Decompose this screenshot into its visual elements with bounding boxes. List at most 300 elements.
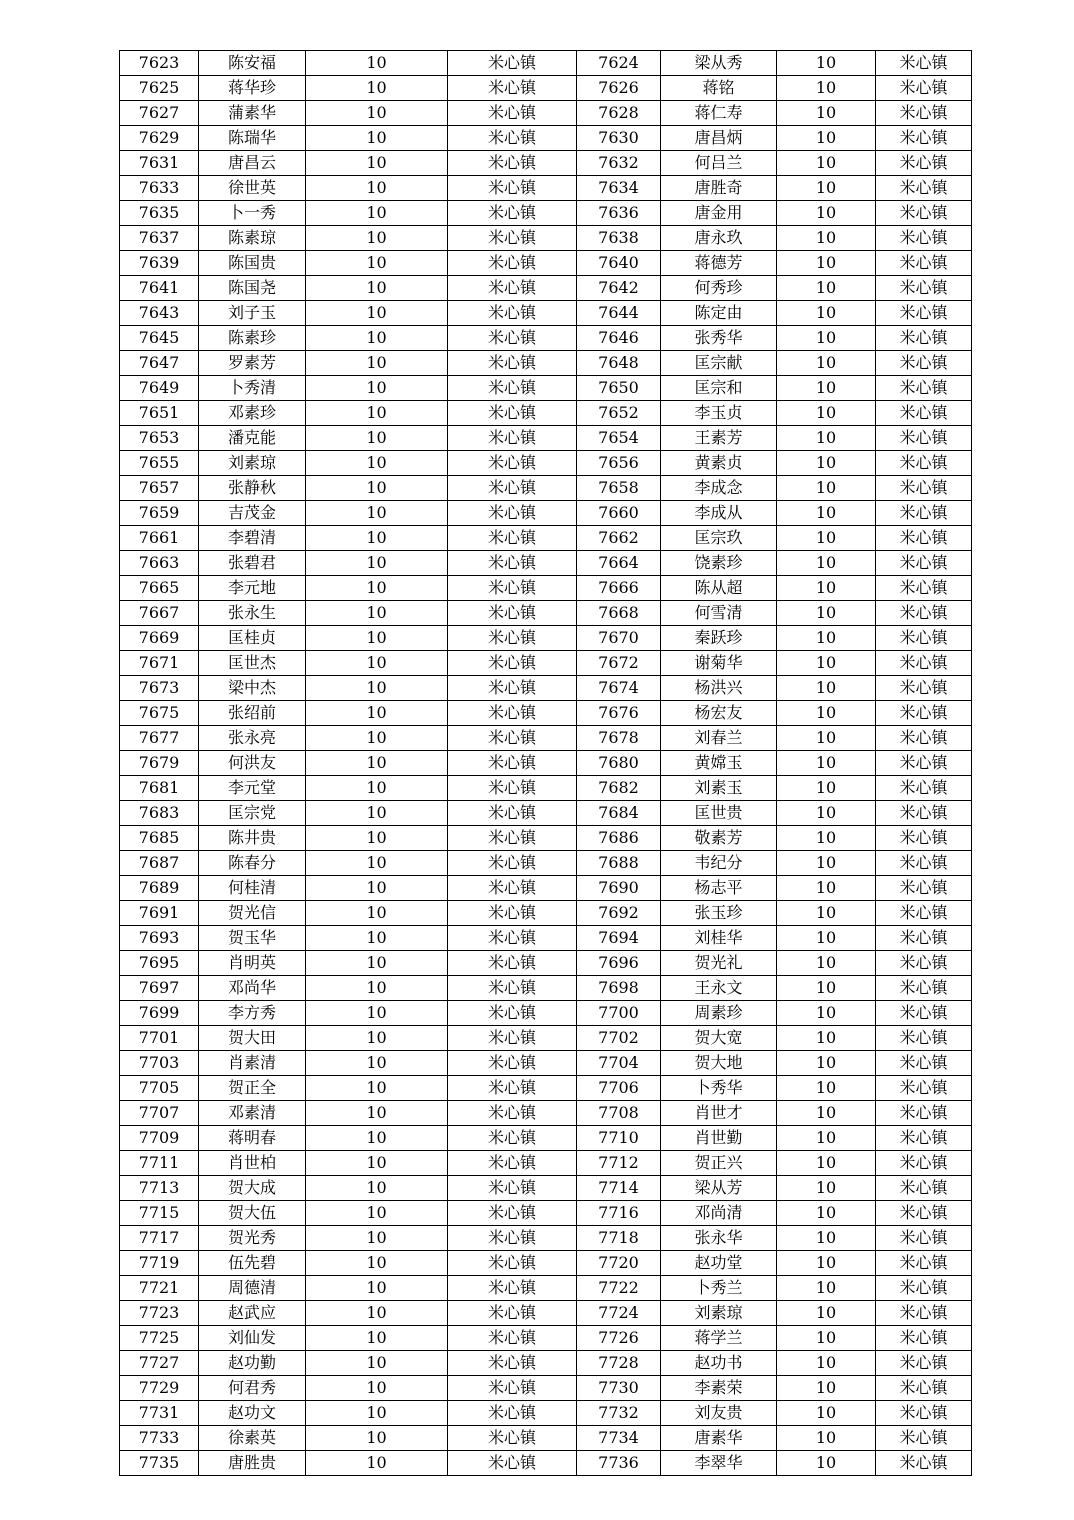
right-id-cell: 7650 [577, 376, 661, 401]
right-town-cell: 米心镇 [876, 1001, 972, 1026]
table-row [120, 576, 972, 601]
left-amount-cell: 10 [306, 326, 448, 351]
left-town-cell: 米心镇 [448, 101, 577, 126]
left-amount-cell: 10 [306, 876, 448, 901]
right-id-cell: 7712 [577, 1151, 661, 1176]
right-amount-cell: 10 [777, 476, 876, 501]
right-id-cell: 7672 [577, 651, 661, 676]
right-name-cell: 唐素华 [661, 1426, 777, 1451]
right-name-cell: 韦纪分 [661, 851, 777, 876]
right-town-cell: 米心镇 [876, 1401, 972, 1426]
right-town-cell: 米心镇 [876, 951, 972, 976]
left-amount-cell: 10 [306, 676, 448, 701]
right-id-cell: 7632 [577, 151, 661, 176]
left-amount-cell: 10 [306, 126, 448, 151]
right-name-cell: 匡宗献 [661, 351, 777, 376]
right-name-cell: 肖世才 [661, 1101, 777, 1126]
left-id-cell: 7731 [120, 1401, 199, 1426]
left-id-cell: 7691 [120, 901, 199, 926]
right-id-cell: 7692 [577, 901, 661, 926]
left-name-cell: 肖素清 [199, 1051, 306, 1076]
right-amount-cell: 10 [777, 226, 876, 251]
left-name-cell: 陈素珍 [199, 326, 306, 351]
left-amount-cell: 10 [306, 551, 448, 576]
left-amount-cell: 10 [306, 1426, 448, 1451]
left-amount-cell: 10 [306, 1301, 448, 1326]
left-town-cell: 米心镇 [448, 1001, 577, 1026]
table-row [120, 1451, 972, 1476]
left-name-cell: 吉茂金 [199, 501, 306, 526]
right-amount-cell: 10 [777, 1401, 876, 1426]
left-town-cell: 米心镇 [448, 1376, 577, 1401]
left-name-cell: 何桂清 [199, 876, 306, 901]
left-town-cell: 米心镇 [448, 1101, 577, 1126]
right-name-cell: 李翠华 [661, 1451, 777, 1476]
right-town-cell: 米心镇 [876, 76, 972, 101]
left-amount-cell: 10 [306, 1051, 448, 1076]
right-id-cell: 7666 [577, 576, 661, 601]
right-name-cell: 张玉珍 [661, 901, 777, 926]
left-amount-cell: 10 [306, 626, 448, 651]
right-id-cell: 7688 [577, 851, 661, 876]
table-row [120, 1176, 972, 1201]
left-id-cell: 7649 [120, 376, 199, 401]
left-town-cell: 米心镇 [448, 1126, 577, 1151]
left-name-cell: 刘子玉 [199, 301, 306, 326]
left-town-cell: 米心镇 [448, 1451, 577, 1476]
right-town-cell: 米心镇 [876, 301, 972, 326]
left-id-cell: 7681 [120, 776, 199, 801]
left-id-cell: 7713 [120, 1176, 199, 1201]
right-name-cell: 刘素玉 [661, 776, 777, 801]
right-name-cell: 李成从 [661, 501, 777, 526]
left-id-cell: 7655 [120, 451, 199, 476]
left-id-cell: 7719 [120, 1251, 199, 1276]
left-id-cell: 7729 [120, 1376, 199, 1401]
right-town-cell: 米心镇 [876, 1376, 972, 1401]
left-name-cell: 卜秀清 [199, 376, 306, 401]
left-name-cell: 张永亮 [199, 726, 306, 751]
right-id-cell: 7700 [577, 1001, 661, 1026]
right-amount-cell: 10 [777, 701, 876, 726]
left-amount-cell: 10 [306, 576, 448, 601]
right-town-cell: 米心镇 [876, 501, 972, 526]
left-name-cell: 陈素琼 [199, 226, 306, 251]
right-town-cell: 米心镇 [876, 776, 972, 801]
left-amount-cell: 10 [306, 301, 448, 326]
left-name-cell: 赵功文 [199, 1401, 306, 1426]
right-name-cell: 周素珍 [661, 1001, 777, 1026]
left-id-cell: 7663 [120, 551, 199, 576]
left-amount-cell: 10 [306, 926, 448, 951]
table-row [120, 551, 972, 576]
left-id-cell: 7697 [120, 976, 199, 1001]
left-id-cell: 7703 [120, 1051, 199, 1076]
left-town-cell: 米心镇 [448, 1151, 577, 1176]
left-name-cell: 贺光秀 [199, 1226, 306, 1251]
table-row [120, 301, 972, 326]
left-town-cell: 米心镇 [448, 426, 577, 451]
left-town-cell: 米心镇 [448, 876, 577, 901]
right-amount-cell: 10 [777, 251, 876, 276]
left-amount-cell: 10 [306, 1451, 448, 1476]
right-name-cell: 贺正兴 [661, 1151, 777, 1176]
left-name-cell: 陈安福 [199, 51, 306, 76]
left-amount-cell: 10 [306, 1401, 448, 1426]
roster-table [119, 50, 972, 1476]
left-id-cell: 7645 [120, 326, 199, 351]
left-town-cell: 米心镇 [448, 126, 577, 151]
right-town-cell: 米心镇 [876, 1301, 972, 1326]
table-row [120, 901, 972, 926]
left-amount-cell: 10 [306, 1001, 448, 1026]
right-town-cell: 米心镇 [876, 1276, 972, 1301]
right-name-cell: 陈从超 [661, 576, 777, 601]
right-id-cell: 7668 [577, 601, 661, 626]
left-amount-cell: 10 [306, 1176, 448, 1201]
right-town-cell: 米心镇 [876, 576, 972, 601]
right-amount-cell: 10 [777, 626, 876, 651]
left-name-cell: 张绍前 [199, 701, 306, 726]
table-row [120, 376, 972, 401]
right-amount-cell: 10 [777, 1226, 876, 1251]
right-amount-cell: 10 [777, 901, 876, 926]
right-id-cell: 7682 [577, 776, 661, 801]
right-town-cell: 米心镇 [876, 276, 972, 301]
right-amount-cell: 10 [777, 926, 876, 951]
left-id-cell: 7651 [120, 401, 199, 426]
left-town-cell: 米心镇 [448, 601, 577, 626]
left-name-cell: 贺正全 [199, 1076, 306, 1101]
right-town-cell: 米心镇 [876, 101, 972, 126]
left-name-cell: 何洪友 [199, 751, 306, 776]
right-name-cell: 何吕兰 [661, 151, 777, 176]
left-name-cell: 贺大伍 [199, 1201, 306, 1226]
right-amount-cell: 10 [777, 876, 876, 901]
table-row [120, 326, 972, 351]
right-amount-cell: 10 [777, 201, 876, 226]
left-name-cell: 唐昌云 [199, 151, 306, 176]
left-amount-cell: 10 [306, 726, 448, 751]
right-name-cell: 杨志平 [661, 876, 777, 901]
left-id-cell: 7635 [120, 201, 199, 226]
left-amount-cell: 10 [306, 1326, 448, 1351]
right-town-cell: 米心镇 [876, 251, 972, 276]
right-amount-cell: 10 [777, 176, 876, 201]
right-town-cell: 米心镇 [876, 601, 972, 626]
right-amount-cell: 10 [777, 351, 876, 376]
right-amount-cell: 10 [777, 951, 876, 976]
right-town-cell: 米心镇 [876, 51, 972, 76]
right-amount-cell: 10 [777, 76, 876, 101]
right-id-cell: 7708 [577, 1101, 661, 1126]
right-id-cell: 7676 [577, 701, 661, 726]
left-town-cell: 米心镇 [448, 401, 577, 426]
right-id-cell: 7728 [577, 1351, 661, 1376]
left-town-cell: 米心镇 [448, 276, 577, 301]
right-town-cell: 米心镇 [876, 126, 972, 151]
right-amount-cell: 10 [777, 101, 876, 126]
left-name-cell: 肖明英 [199, 951, 306, 976]
left-amount-cell: 10 [306, 701, 448, 726]
right-name-cell: 匡世贵 [661, 801, 777, 826]
left-town-cell: 米心镇 [448, 376, 577, 401]
right-name-cell: 卜秀华 [661, 1076, 777, 1101]
left-amount-cell: 10 [306, 226, 448, 251]
left-town-cell: 米心镇 [448, 676, 577, 701]
left-town-cell: 米心镇 [448, 1326, 577, 1351]
right-amount-cell: 10 [777, 1351, 876, 1376]
right-amount-cell: 10 [777, 276, 876, 301]
left-id-cell: 7675 [120, 701, 199, 726]
right-id-cell: 7702 [577, 1026, 661, 1051]
left-amount-cell: 10 [306, 526, 448, 551]
left-amount-cell: 10 [306, 1201, 448, 1226]
right-name-cell: 唐永玖 [661, 226, 777, 251]
table-row [120, 276, 972, 301]
right-name-cell: 陈定由 [661, 301, 777, 326]
right-amount-cell: 10 [777, 751, 876, 776]
right-id-cell: 7628 [577, 101, 661, 126]
right-town-cell: 米心镇 [876, 1026, 972, 1051]
left-name-cell: 李方秀 [199, 1001, 306, 1026]
left-amount-cell: 10 [306, 201, 448, 226]
right-town-cell: 米心镇 [876, 1151, 972, 1176]
table-row [120, 401, 972, 426]
left-amount-cell: 10 [306, 901, 448, 926]
left-town-cell: 米心镇 [448, 76, 577, 101]
right-name-cell: 刘桂华 [661, 926, 777, 951]
right-amount-cell: 10 [777, 301, 876, 326]
right-id-cell: 7654 [577, 426, 661, 451]
right-name-cell: 王素芳 [661, 426, 777, 451]
right-town-cell: 米心镇 [876, 551, 972, 576]
right-name-cell: 蒋仁寿 [661, 101, 777, 126]
right-town-cell: 米心镇 [876, 1101, 972, 1126]
right-town-cell: 米心镇 [876, 351, 972, 376]
right-name-cell: 刘春兰 [661, 726, 777, 751]
left-amount-cell: 10 [306, 501, 448, 526]
table-row [120, 926, 972, 951]
table-row [120, 1326, 972, 1351]
right-name-cell: 黄素贞 [661, 451, 777, 476]
left-id-cell: 7733 [120, 1426, 199, 1451]
table-row [120, 701, 972, 726]
right-id-cell: 7636 [577, 201, 661, 226]
right-amount-cell: 10 [777, 326, 876, 351]
left-id-cell: 7657 [120, 476, 199, 501]
table-row [120, 1151, 972, 1176]
left-id-cell: 7665 [120, 576, 199, 601]
right-name-cell: 李成念 [661, 476, 777, 501]
left-name-cell: 徐世英 [199, 176, 306, 201]
right-name-cell: 谢菊华 [661, 651, 777, 676]
left-id-cell: 7669 [120, 626, 199, 651]
left-name-cell: 卜一秀 [199, 201, 306, 226]
right-id-cell: 7662 [577, 526, 661, 551]
left-id-cell: 7701 [120, 1026, 199, 1051]
right-name-cell: 匡宗和 [661, 376, 777, 401]
left-amount-cell: 10 [306, 801, 448, 826]
left-town-cell: 米心镇 [448, 201, 577, 226]
right-amount-cell: 10 [777, 526, 876, 551]
right-id-cell: 7670 [577, 626, 661, 651]
left-amount-cell: 10 [306, 601, 448, 626]
right-amount-cell: 10 [777, 376, 876, 401]
right-id-cell: 7710 [577, 1126, 661, 1151]
right-amount-cell: 10 [777, 1276, 876, 1301]
right-amount-cell: 10 [777, 501, 876, 526]
right-id-cell: 7732 [577, 1401, 661, 1426]
right-id-cell: 7726 [577, 1326, 661, 1351]
right-id-cell: 7664 [577, 551, 661, 576]
table-row [120, 251, 972, 276]
table-row [120, 951, 972, 976]
left-town-cell: 米心镇 [448, 851, 577, 876]
right-id-cell: 7714 [577, 1176, 661, 1201]
left-town-cell: 米心镇 [448, 1426, 577, 1451]
left-name-cell: 贺大成 [199, 1176, 306, 1201]
left-amount-cell: 10 [306, 376, 448, 401]
right-amount-cell: 10 [777, 1251, 876, 1276]
table-row [120, 201, 972, 226]
left-town-cell: 米心镇 [448, 751, 577, 776]
table-row [120, 176, 972, 201]
right-id-cell: 7656 [577, 451, 661, 476]
right-name-cell: 唐胜奇 [661, 176, 777, 201]
roster-table-body [120, 51, 972, 1476]
right-town-cell: 米心镇 [876, 151, 972, 176]
right-town-cell: 米心镇 [876, 376, 972, 401]
left-town-cell: 米心镇 [448, 251, 577, 276]
left-id-cell: 7671 [120, 651, 199, 676]
right-name-cell: 秦跃珍 [661, 626, 777, 651]
right-amount-cell: 10 [777, 726, 876, 751]
right-id-cell: 7724 [577, 1301, 661, 1326]
left-name-cell: 梁中杰 [199, 676, 306, 701]
left-town-cell: 米心镇 [448, 776, 577, 801]
left-id-cell: 7667 [120, 601, 199, 626]
right-town-cell: 米心镇 [876, 851, 972, 876]
left-id-cell: 7699 [120, 1001, 199, 1026]
left-town-cell: 米心镇 [448, 51, 577, 76]
left-amount-cell: 10 [306, 826, 448, 851]
right-amount-cell: 10 [777, 126, 876, 151]
right-id-cell: 7644 [577, 301, 661, 326]
right-name-cell: 杨洪兴 [661, 676, 777, 701]
left-id-cell: 7707 [120, 1101, 199, 1126]
left-id-cell: 7639 [120, 251, 199, 276]
left-name-cell: 陈国贵 [199, 251, 306, 276]
table-row [120, 451, 972, 476]
left-amount-cell: 10 [306, 276, 448, 301]
table-row [120, 1251, 972, 1276]
right-amount-cell: 10 [777, 851, 876, 876]
left-town-cell: 米心镇 [448, 476, 577, 501]
right-amount-cell: 10 [777, 601, 876, 626]
left-name-cell: 匡世杰 [199, 651, 306, 676]
table-row [120, 426, 972, 451]
right-name-cell: 唐昌炳 [661, 126, 777, 151]
left-amount-cell: 10 [306, 1151, 448, 1176]
left-amount-cell: 10 [306, 426, 448, 451]
left-town-cell: 米心镇 [448, 1201, 577, 1226]
left-town-cell: 米心镇 [448, 1276, 577, 1301]
right-amount-cell: 10 [777, 1051, 876, 1076]
right-name-cell: 张秀华 [661, 326, 777, 351]
right-id-cell: 7658 [577, 476, 661, 501]
left-amount-cell: 10 [306, 1276, 448, 1301]
right-id-cell: 7648 [577, 351, 661, 376]
left-amount-cell: 10 [306, 151, 448, 176]
left-name-cell: 周德清 [199, 1276, 306, 1301]
left-town-cell: 米心镇 [448, 501, 577, 526]
right-id-cell: 7634 [577, 176, 661, 201]
right-town-cell: 米心镇 [876, 1426, 972, 1451]
left-id-cell: 7673 [120, 676, 199, 701]
left-town-cell: 米心镇 [448, 451, 577, 476]
left-name-cell: 罗素芳 [199, 351, 306, 376]
right-town-cell: 米心镇 [876, 526, 972, 551]
right-amount-cell: 10 [777, 151, 876, 176]
right-id-cell: 7694 [577, 926, 661, 951]
left-name-cell: 陈国尧 [199, 276, 306, 301]
left-town-cell: 米心镇 [448, 1176, 577, 1201]
left-town-cell: 米心镇 [448, 901, 577, 926]
left-amount-cell: 10 [306, 351, 448, 376]
right-name-cell: 贺光礼 [661, 951, 777, 976]
left-town-cell: 米心镇 [448, 951, 577, 976]
left-id-cell: 7631 [120, 151, 199, 176]
table-row [120, 826, 972, 851]
table-row [120, 501, 972, 526]
left-amount-cell: 10 [306, 651, 448, 676]
right-town-cell: 米心镇 [876, 901, 972, 926]
left-town-cell: 米心镇 [448, 651, 577, 676]
left-amount-cell: 10 [306, 76, 448, 101]
table-row [120, 151, 972, 176]
right-name-cell: 饶素珍 [661, 551, 777, 576]
table-row [120, 76, 972, 101]
right-town-cell: 米心镇 [876, 1126, 972, 1151]
left-name-cell: 匡桂贞 [199, 626, 306, 651]
left-town-cell: 米心镇 [448, 801, 577, 826]
left-id-cell: 7735 [120, 1451, 199, 1476]
right-name-cell: 李玉贞 [661, 401, 777, 426]
right-town-cell: 米心镇 [876, 701, 972, 726]
right-id-cell: 7674 [577, 676, 661, 701]
table-row [120, 726, 972, 751]
left-name-cell: 张碧君 [199, 551, 306, 576]
right-amount-cell: 10 [777, 801, 876, 826]
left-name-cell: 陈春分 [199, 851, 306, 876]
right-amount-cell: 10 [777, 1076, 876, 1101]
right-id-cell: 7718 [577, 1226, 661, 1251]
left-id-cell: 7641 [120, 276, 199, 301]
right-id-cell: 7646 [577, 326, 661, 351]
left-id-cell: 7661 [120, 526, 199, 551]
right-town-cell: 米心镇 [876, 876, 972, 901]
left-name-cell: 潘克能 [199, 426, 306, 451]
right-id-cell: 7642 [577, 276, 661, 301]
left-town-cell: 米心镇 [448, 976, 577, 1001]
left-id-cell: 7709 [120, 1126, 199, 1151]
right-id-cell: 7624 [577, 51, 661, 76]
table-row [120, 851, 972, 876]
right-id-cell: 7730 [577, 1376, 661, 1401]
left-amount-cell: 10 [306, 101, 448, 126]
right-name-cell: 黄嫦玉 [661, 751, 777, 776]
